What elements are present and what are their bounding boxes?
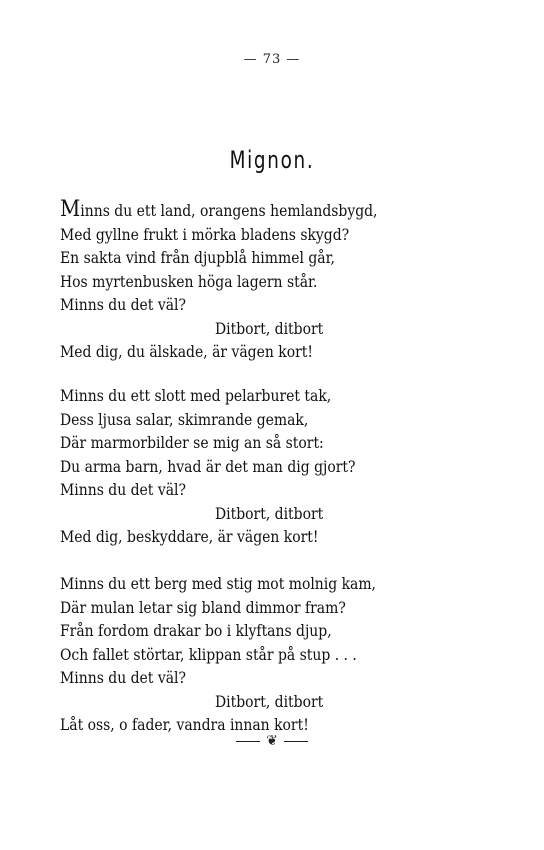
poem-refrain-line: Ditbort, ditbort — [215, 504, 324, 523]
page-number: — 73 — — [243, 52, 301, 67]
poem-line: Och fallet störtar, klippan står på stup . . . — [60, 645, 357, 664]
poem-line: Dess ljusa salar, skimrande gemak, — [60, 410, 309, 429]
stanza-2 — [60, 385, 500, 550]
poem-line: Minns du det väl? — [60, 296, 186, 314]
poem-refrain-line: Ditbort, ditbort — [215, 692, 324, 711]
poem-line: Hos myrtenbusken höga lagern står. — [60, 272, 318, 291]
poem-line: Där mulan letar sig bland dimmor fram? — [60, 598, 346, 617]
poem-line — [60, 197, 500, 224]
ornament-rule-left — [236, 741, 260, 742]
initial-letter: M — [60, 197, 81, 222]
poem-line: Minns du det väl? — [60, 669, 186, 687]
end-ornament — [0, 733, 544, 749]
poem-line: Låt oss, o fader, vandra innan kort! — [60, 716, 309, 734]
poem-line: Med gyllne frukt i mörka bladens skygd? — [60, 225, 350, 244]
stanza-1 — [60, 197, 500, 365]
ornament-rule-right — [284, 741, 308, 742]
poem-title: Mignon. — [229, 146, 315, 174]
poem-line: En sakta vind från djupblå himmel går, — [60, 249, 335, 267]
stanza-3 — [60, 573, 500, 738]
poem-line: Där marmorbilder se mig an så stort: — [60, 434, 324, 452]
poem-refrain-line: Ditbort, ditbort — [215, 319, 324, 338]
poem-line: Minns du ett slott med pelarburet tak, — [60, 387, 332, 405]
poem-line: Med dig, du älskade, är vägen kort! — [60, 343, 313, 361]
poem-line: Du arma barn, hvad är det man dig gjort? — [60, 457, 356, 476]
poem-line: Med dig, beskyddare, är vägen kort! — [60, 528, 319, 546]
poem-line: Från fordom drakar bo i klyftans djup, — [60, 622, 332, 640]
initial-line-rest: inns du ett land, orangens hemlandsbygd, — [80, 202, 378, 220]
poem-line: Minns du det väl? — [60, 481, 186, 499]
poem-line: Minns du ett berg med stig mot molnig kam, — [60, 575, 376, 593]
floral-ornament-icon: ❦ — [266, 733, 278, 749]
